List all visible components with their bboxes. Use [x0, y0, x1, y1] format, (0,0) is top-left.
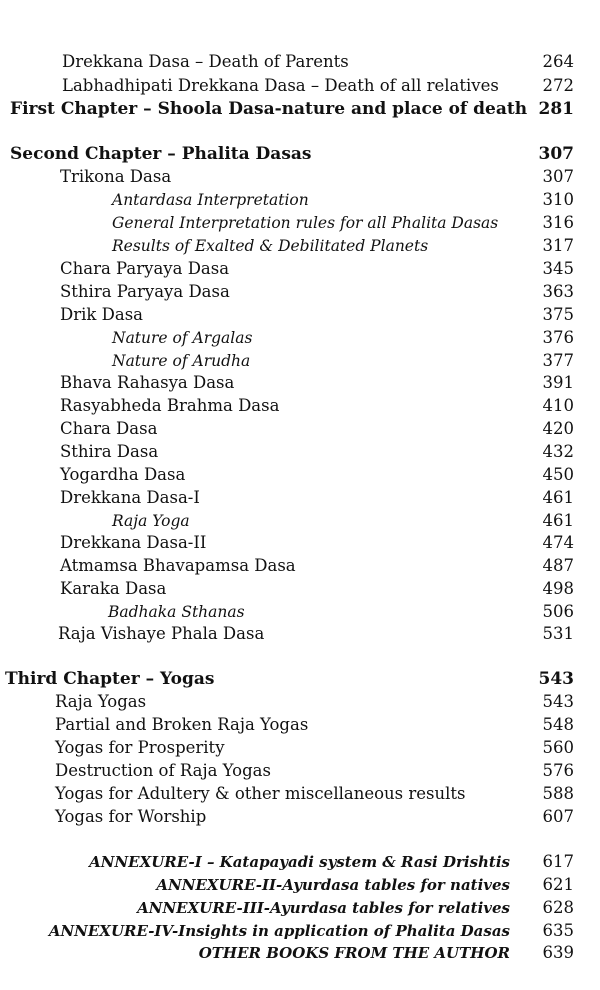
entry-title: Karaka Dasa — [60, 579, 167, 598]
toc-entry — [0, 464, 600, 486]
entry-title: Drik Dasa — [60, 305, 144, 324]
entry-page: 487 — [542, 556, 574, 575]
entry-page: 264 — [542, 52, 574, 71]
entry-page: 474 — [542, 533, 574, 552]
toc-entry — [0, 623, 600, 645]
toc-subentry — [0, 327, 600, 349]
toc-subentry — [0, 601, 600, 623]
chapter-heading — [0, 668, 600, 690]
entry-title: Chara Paryaya Dasa — [60, 259, 230, 278]
chapter-heading — [0, 98, 600, 120]
subentry-page: 461 — [542, 511, 574, 530]
entry-page: 543 — [542, 692, 574, 711]
entry-title: Sthira Paryaya Dasa — [60, 282, 230, 301]
toc-subentry — [0, 350, 600, 372]
subentry-page: 316 — [542, 213, 574, 232]
toc-entry — [0, 806, 600, 828]
entry-title: Rasyabheda Brahma Dasa — [60, 396, 280, 415]
toc-entry — [0, 258, 600, 280]
annexure-title: ANNEXURE-II-Ayurdasa tables for natives — [156, 876, 510, 894]
entry-page: 391 — [542, 373, 574, 392]
toc-entry — [0, 51, 600, 73]
annexure-page: 635 — [542, 921, 574, 940]
entry-page: 363 — [542, 282, 574, 301]
entry-page: 560 — [542, 738, 574, 757]
annexure-entry — [0, 942, 600, 964]
subentry-page: 377 — [542, 351, 574, 370]
toc-subentry — [0, 235, 600, 257]
toc-entry — [0, 418, 600, 440]
chapter-title: First Chapter – Shoola Dasa-nature and place of death — [10, 99, 528, 119]
annexure-entry — [0, 874, 600, 896]
entry-page: 432 — [542, 442, 574, 461]
entry-title: Yogas for Worship — [55, 807, 207, 826]
entry-title: Raja Yogas — [55, 692, 147, 711]
toc-entry — [0, 166, 600, 188]
toc-entry — [0, 281, 600, 303]
annexure-entry — [0, 851, 600, 873]
toc-entry — [0, 737, 600, 759]
toc-entry — [0, 75, 600, 97]
chapter-page: 307 — [538, 144, 574, 164]
toc-entry — [0, 760, 600, 782]
chapter-page: 543 — [538, 669, 574, 689]
subentry-page: 317 — [542, 236, 574, 255]
entry-page: 588 — [542, 784, 574, 803]
subentry-page: 506 — [542, 602, 574, 621]
entry-title: Destruction of Raja Yogas — [55, 761, 271, 780]
entry-page: 420 — [542, 419, 574, 438]
entry-page: 410 — [542, 396, 574, 415]
chapter-heading — [0, 143, 600, 165]
toc-subentry — [0, 189, 600, 211]
entry-page: 450 — [542, 465, 574, 484]
chapter-title: Second Chapter – Phalita Dasas — [10, 144, 312, 164]
subentry-title: Nature of Argalas — [112, 329, 253, 347]
entry-page: 345 — [542, 259, 574, 278]
toc-entry — [0, 441, 600, 463]
toc-entry — [0, 304, 600, 326]
entry-title: Drekkana Dasa-I — [60, 488, 200, 507]
entry-page: 461 — [542, 488, 574, 507]
toc-entry — [0, 691, 600, 713]
entry-title: Drekkana Dasa – Death of Parents — [62, 52, 349, 71]
entry-page: 548 — [542, 715, 574, 734]
entry-title: Atmamsa Bhavapamsa Dasa — [60, 556, 296, 575]
entry-page: 607 — [542, 807, 574, 826]
chapter-title: Third Chapter – Yogas — [5, 669, 215, 689]
toc-entry — [0, 714, 600, 736]
entry-title: Chara Dasa — [60, 419, 158, 438]
subentry-title: Nature of Arudha — [112, 352, 251, 370]
annexure-page: 628 — [542, 898, 574, 917]
entry-title: Partial and Broken Raja Yogas — [55, 715, 309, 734]
entry-page: 498 — [542, 579, 574, 598]
entry-page: 576 — [542, 761, 574, 780]
entry-title: Yogas for Prosperity — [55, 738, 225, 757]
toc-entry — [0, 487, 600, 509]
subentry-title: Badhaka Sthanas — [108, 603, 245, 621]
toc-entry — [0, 532, 600, 554]
subentry-title: Raja Yoga — [112, 512, 190, 530]
annexure-entry — [0, 897, 600, 919]
entry-title: Sthira Dasa — [60, 442, 159, 461]
annexure-page: 639 — [542, 943, 574, 962]
annexure-entry — [0, 920, 600, 942]
chapter-page: 281 — [538, 99, 574, 119]
subentry-title: General Interpretation rules for all Phalita Dasas — [112, 214, 499, 232]
entry-page: 272 — [542, 76, 574, 95]
entry-title: Trikona Dasa — [60, 167, 172, 186]
entry-title: Yogardha Dasa — [60, 465, 186, 484]
entry-page: 375 — [542, 305, 574, 324]
annexure-page: 621 — [542, 875, 574, 894]
toc-subentry — [0, 510, 600, 532]
entry-page: 307 — [542, 167, 574, 186]
subentry-page: 376 — [542, 328, 574, 347]
annexure-title: ANNEXURE-I – Katapayadi system & Rasi Drishtis — [89, 853, 510, 871]
annexure-title: OTHER BOOKS FROM THE AUTHOR — [198, 944, 510, 962]
toc-entry — [0, 555, 600, 577]
annexure-title: ANNEXURE-IV-Insights in application of Phalita Dasas — [48, 922, 510, 940]
toc-entry — [0, 372, 600, 394]
subentry-title: Antardasa Interpretation — [112, 191, 309, 209]
entry-title: Bhava Rahasya Dasa — [60, 373, 235, 392]
toc-entry — [0, 783, 600, 805]
toc-subentry — [0, 212, 600, 234]
entry-title: Drekkana Dasa-II — [60, 533, 207, 552]
subentry-page: 310 — [542, 190, 574, 209]
toc-entry — [0, 578, 600, 600]
subentry-title: Results of Exalted & Debilitated Planets — [112, 237, 429, 255]
annexure-page: 617 — [542, 852, 574, 871]
entry-title: Yogas for Adultery & other miscellaneous results — [55, 784, 466, 803]
entry-title: Raja Vishaye Phala Dasa — [58, 624, 265, 643]
entry-title: Labhadhipati Drekkana Dasa – Death of all relatives — [62, 76, 499, 95]
toc-entry — [0, 395, 600, 417]
entry-page: 531 — [542, 624, 574, 643]
annexure-title: ANNEXURE-III-Ayurdasa tables for relatives — [137, 899, 510, 917]
